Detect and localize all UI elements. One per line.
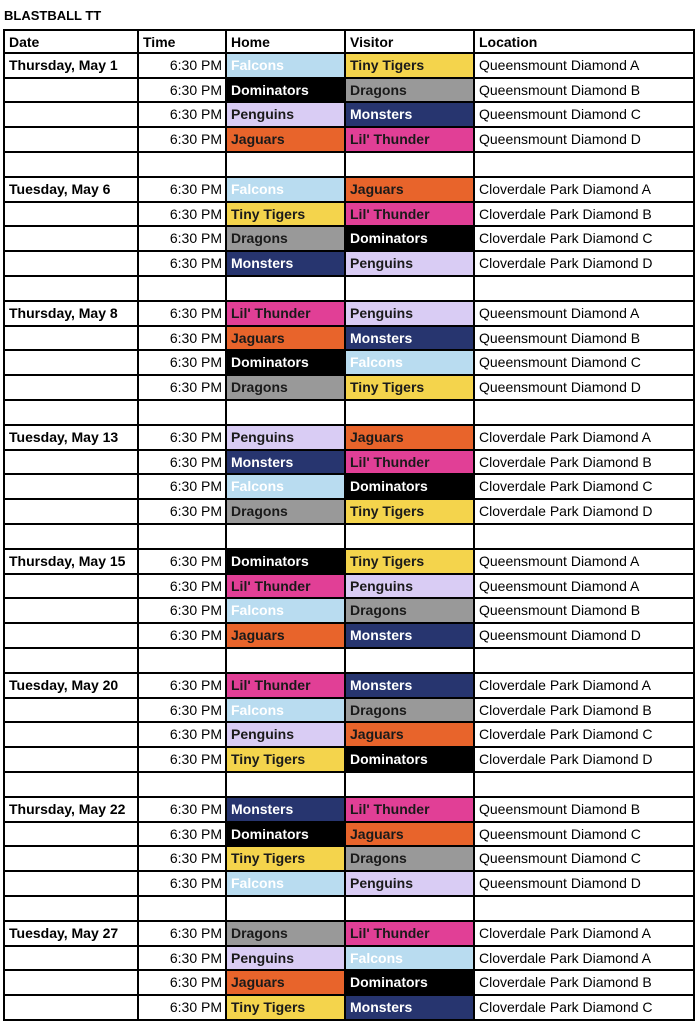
visitor-cell: Dragons [346, 699, 475, 723]
home-cell: Lil' Thunder [227, 302, 346, 327]
date-cell [3, 376, 139, 401]
home-cell: Lil' Thunder [227, 674, 346, 699]
date-cell [3, 500, 139, 525]
date-cell [3, 451, 139, 475]
blank-cell [346, 277, 475, 302]
location-cell: Cloverdale Park Diamond A [475, 426, 695, 451]
visitor-cell: Monsters [346, 674, 475, 699]
header-time: Time [139, 29, 227, 54]
blank-cell [346, 525, 475, 550]
blank-cell [346, 401, 475, 426]
location-cell: Cloverdale Park Diamond A [475, 178, 695, 203]
home-cell: Tiny Tigers [227, 748, 346, 773]
visitor-cell: Lil' Thunder [346, 922, 475, 947]
home-cell: Penguins [227, 947, 346, 971]
time-cell: 6:30 PM [139, 996, 227, 1021]
blank-cell [3, 897, 139, 922]
header-home: Home [227, 29, 346, 54]
time-cell: 6:30 PM [139, 872, 227, 897]
time-cell: 6:30 PM [139, 351, 227, 376]
visitor-cell: Penguins [346, 302, 475, 327]
blank-cell [346, 897, 475, 922]
date-cell [3, 823, 139, 847]
visitor-cell: Tiny Tigers [346, 500, 475, 525]
blank-cell [139, 277, 227, 302]
time-cell: 6:30 PM [139, 103, 227, 128]
location-cell: Cloverdale Park Diamond D [475, 500, 695, 525]
time-cell: 6:30 PM [139, 575, 227, 599]
visitor-cell: Tiny Tigers [346, 550, 475, 575]
location-cell: Queensmount Diamond B [475, 599, 695, 624]
visitor-cell: Lil' Thunder [346, 128, 475, 153]
home-cell: Monsters [227, 252, 346, 277]
blank-cell [227, 649, 346, 674]
time-cell: 6:30 PM [139, 128, 227, 153]
visitor-cell: Penguins [346, 872, 475, 897]
visitor-cell: Dominators [346, 748, 475, 773]
blank-cell [475, 773, 695, 798]
location-cell: Cloverdale Park Diamond B [475, 203, 695, 227]
location-cell: Queensmount Diamond B [475, 327, 695, 351]
location-cell: Queensmount Diamond A [475, 54, 695, 79]
location-cell: Cloverdale Park Diamond D [475, 252, 695, 277]
location-cell: Cloverdale Park Diamond A [475, 674, 695, 699]
date-cell [3, 699, 139, 723]
blank-cell [475, 401, 695, 426]
blank-cell [227, 277, 346, 302]
home-cell: Dragons [227, 227, 346, 252]
time-cell: 6:30 PM [139, 302, 227, 327]
visitor-cell: Jaguars [346, 723, 475, 748]
blank-cell [139, 153, 227, 178]
date-cell [3, 748, 139, 773]
time-cell: 6:30 PM [139, 376, 227, 401]
home-cell: Falcons [227, 475, 346, 500]
date-cell: Tuesday, May 6 [3, 178, 139, 203]
time-cell: 6:30 PM [139, 203, 227, 227]
visitor-cell: Penguins [346, 252, 475, 277]
home-cell: Falcons [227, 872, 346, 897]
date-cell: Tuesday, May 20 [3, 674, 139, 699]
date-cell [3, 351, 139, 376]
time-cell: 6:30 PM [139, 550, 227, 575]
visitor-cell: Dragons [346, 599, 475, 624]
time-cell: 6:30 PM [139, 327, 227, 351]
date-cell [3, 327, 139, 351]
date-cell [3, 128, 139, 153]
date-cell: Thursday, May 8 [3, 302, 139, 327]
location-cell: Queensmount Diamond D [475, 872, 695, 897]
location-cell: Queensmount Diamond D [475, 376, 695, 401]
home-cell: Jaguars [227, 624, 346, 649]
home-cell: Falcons [227, 599, 346, 624]
home-cell: Dominators [227, 550, 346, 575]
location-cell: Cloverdale Park Diamond C [475, 227, 695, 252]
home-cell: Dragons [227, 500, 346, 525]
header-date: Date [3, 29, 139, 54]
location-cell: Queensmount Diamond D [475, 128, 695, 153]
blank-cell [3, 773, 139, 798]
location-cell: Cloverdale Park Diamond A [475, 947, 695, 971]
blank-cell [475, 153, 695, 178]
visitor-cell: Dragons [346, 847, 475, 872]
time-cell: 6:30 PM [139, 922, 227, 947]
location-cell: Queensmount Diamond B [475, 79, 695, 103]
blank-cell [3, 153, 139, 178]
blank-cell [227, 773, 346, 798]
blank-cell [227, 401, 346, 426]
location-cell: Cloverdale Park Diamond D [475, 748, 695, 773]
time-cell: 6:30 PM [139, 624, 227, 649]
time-cell: 6:30 PM [139, 971, 227, 996]
time-cell: 6:30 PM [139, 699, 227, 723]
home-cell: Dominators [227, 79, 346, 103]
time-cell: 6:30 PM [139, 54, 227, 79]
home-cell: Dominators [227, 351, 346, 376]
date-cell [3, 252, 139, 277]
date-cell [3, 947, 139, 971]
home-cell: Tiny Tigers [227, 203, 346, 227]
time-cell: 6:30 PM [139, 823, 227, 847]
time-cell: 6:30 PM [139, 178, 227, 203]
date-cell [3, 971, 139, 996]
header-visitor: Visitor [346, 29, 475, 54]
visitor-cell: Monsters [346, 103, 475, 128]
blank-cell [475, 525, 695, 550]
home-cell: Tiny Tigers [227, 847, 346, 872]
blank-cell [346, 649, 475, 674]
visitor-cell: Penguins [346, 575, 475, 599]
header-location: Location [475, 29, 695, 54]
time-cell: 6:30 PM [139, 748, 227, 773]
blank-cell [3, 649, 139, 674]
home-cell: Dominators [227, 823, 346, 847]
blank-cell [3, 525, 139, 550]
location-cell: Cloverdale Park Diamond C [475, 996, 695, 1021]
blank-cell [3, 277, 139, 302]
location-cell: Queensmount Diamond C [475, 823, 695, 847]
blank-cell [139, 401, 227, 426]
home-cell: Falcons [227, 699, 346, 723]
home-cell: Penguins [227, 103, 346, 128]
blank-cell [475, 649, 695, 674]
blank-cell [475, 277, 695, 302]
visitor-cell: Lil' Thunder [346, 798, 475, 823]
home-cell: Dragons [227, 376, 346, 401]
date-cell [3, 79, 139, 103]
location-cell: Queensmount Diamond D [475, 624, 695, 649]
date-cell [3, 847, 139, 872]
date-cell [3, 475, 139, 500]
visitor-cell: Tiny Tigers [346, 376, 475, 401]
location-cell: Cloverdale Park Diamond B [475, 971, 695, 996]
visitor-cell: Dominators [346, 971, 475, 996]
home-cell: Falcons [227, 178, 346, 203]
date-cell: Thursday, May 1 [3, 54, 139, 79]
blank-cell [346, 153, 475, 178]
location-cell: Cloverdale Park Diamond C [475, 475, 695, 500]
location-cell: Queensmount Diamond C [475, 847, 695, 872]
blank-cell [227, 153, 346, 178]
date-cell: Thursday, May 15 [3, 550, 139, 575]
location-cell: Queensmount Diamond A [475, 575, 695, 599]
home-cell: Penguins [227, 723, 346, 748]
visitor-cell: Jaguars [346, 823, 475, 847]
date-cell [3, 624, 139, 649]
date-cell [3, 203, 139, 227]
date-cell: Tuesday, May 13 [3, 426, 139, 451]
time-cell: 6:30 PM [139, 252, 227, 277]
visitor-cell: Jaguars [346, 426, 475, 451]
visitor-cell: Falcons [346, 947, 475, 971]
date-cell: Thursday, May 22 [3, 798, 139, 823]
time-cell: 6:30 PM [139, 426, 227, 451]
visitor-cell: Monsters [346, 996, 475, 1021]
home-cell: Jaguars [227, 327, 346, 351]
blank-cell [227, 897, 346, 922]
blank-cell [139, 525, 227, 550]
home-cell: Penguins [227, 426, 346, 451]
sheet-title: BLASTBALL TT [4, 8, 102, 23]
time-cell: 6:30 PM [139, 847, 227, 872]
blank-cell [139, 897, 227, 922]
location-cell: Queensmount Diamond A [475, 302, 695, 327]
date-cell [3, 103, 139, 128]
location-cell: Cloverdale Park Diamond B [475, 699, 695, 723]
visitor-cell: Dominators [346, 227, 475, 252]
date-cell [3, 227, 139, 252]
date-cell [3, 872, 139, 897]
location-cell: Queensmount Diamond A [475, 550, 695, 575]
blank-cell [139, 773, 227, 798]
time-cell: 6:30 PM [139, 79, 227, 103]
time-cell: 6:30 PM [139, 451, 227, 475]
home-cell: Falcons [227, 54, 346, 79]
visitor-cell: Monsters [346, 327, 475, 351]
date-cell [3, 575, 139, 599]
time-cell: 6:30 PM [139, 599, 227, 624]
home-cell: Monsters [227, 798, 346, 823]
date-cell [3, 599, 139, 624]
visitor-cell: Lil' Thunder [346, 203, 475, 227]
date-cell: Tuesday, May 27 [3, 922, 139, 947]
visitor-cell: Dragons [346, 79, 475, 103]
visitor-cell: Dominators [346, 475, 475, 500]
time-cell: 6:30 PM [139, 475, 227, 500]
visitor-cell: Monsters [346, 624, 475, 649]
time-cell: 6:30 PM [139, 723, 227, 748]
home-cell: Dragons [227, 922, 346, 947]
location-cell: Queensmount Diamond C [475, 351, 695, 376]
blank-cell [139, 649, 227, 674]
time-cell: 6:30 PM [139, 947, 227, 971]
blank-cell [3, 401, 139, 426]
date-cell [3, 996, 139, 1021]
home-cell: Monsters [227, 451, 346, 475]
visitor-cell: Falcons [346, 351, 475, 376]
blank-cell [227, 525, 346, 550]
location-cell: Queensmount Diamond B [475, 798, 695, 823]
blank-cell [346, 773, 475, 798]
location-cell: Cloverdale Park Diamond A [475, 922, 695, 947]
home-cell: Tiny Tigers [227, 996, 346, 1021]
time-cell: 6:30 PM [139, 227, 227, 252]
visitor-cell: Lil' Thunder [346, 451, 475, 475]
time-cell: 6:30 PM [139, 500, 227, 525]
location-cell: Cloverdale Park Diamond C [475, 723, 695, 748]
blank-cell [475, 897, 695, 922]
visitor-cell: Tiny Tigers [346, 54, 475, 79]
time-cell: 6:30 PM [139, 798, 227, 823]
date-cell [3, 723, 139, 748]
home-cell: Jaguars [227, 128, 346, 153]
visitor-cell: Jaguars [346, 178, 475, 203]
home-cell: Lil' Thunder [227, 575, 346, 599]
time-cell: 6:30 PM [139, 674, 227, 699]
location-cell: Cloverdale Park Diamond B [475, 451, 695, 475]
location-cell: Queensmount Diamond C [475, 103, 695, 128]
home-cell: Jaguars [227, 971, 346, 996]
